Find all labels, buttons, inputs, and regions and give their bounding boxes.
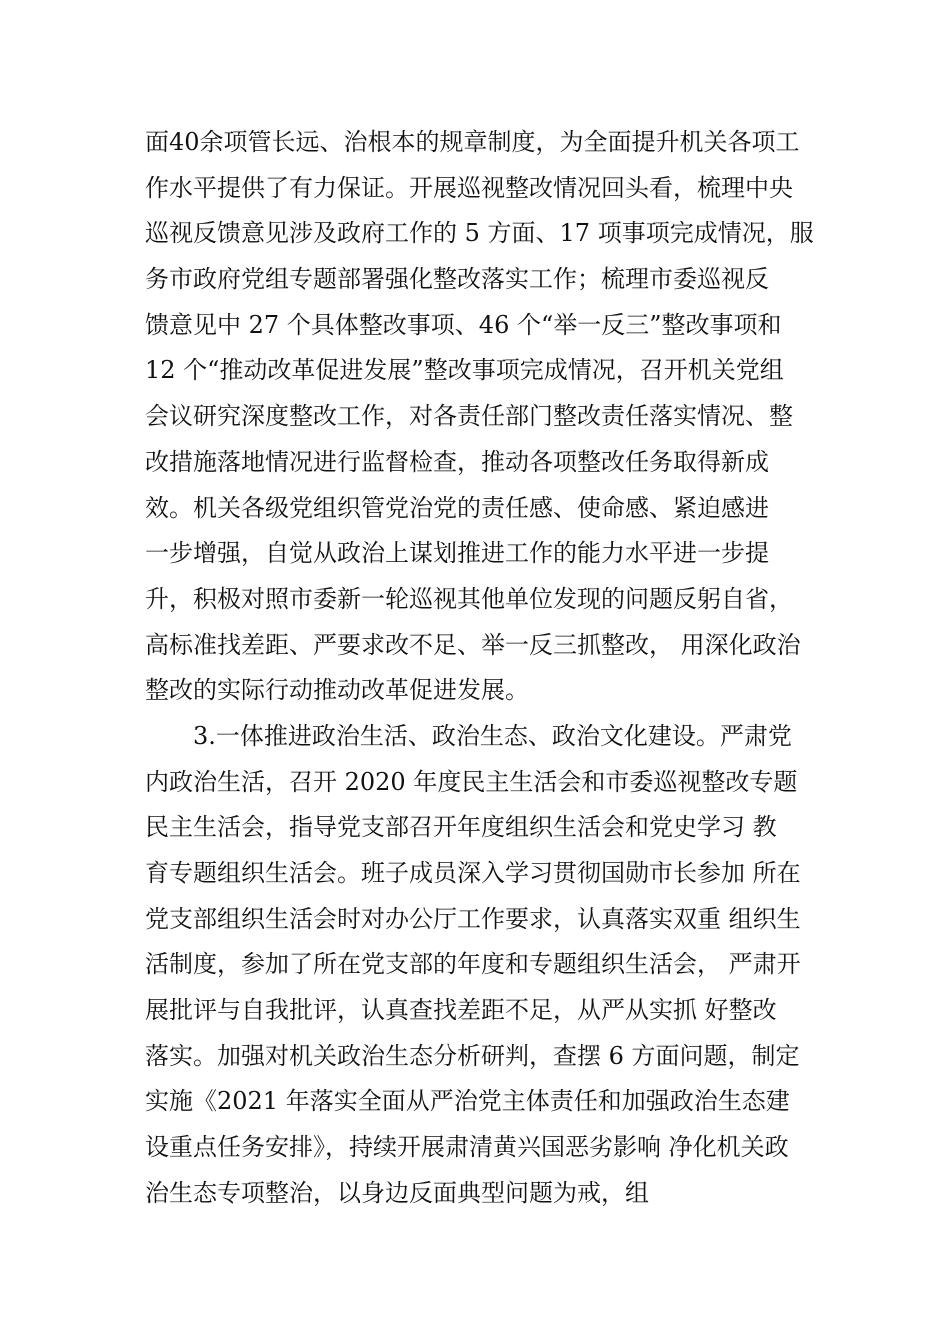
text-line: 落实。加强对机关政治生态分析研判，查摆 6 方面问题，制定 xyxy=(145,1041,800,1070)
text-line: 务市政府党组专题部署强化整改落实工作；梳理市委巡视反 xyxy=(145,265,769,294)
text-line: 民主生活会，指导党支部召开年度组织生活会和党史学习 教 xyxy=(145,813,777,842)
text-line: 面40余项管长远、治根本的规章制度，为全面提升机关各项工 xyxy=(145,128,800,156)
text-line: 作水平提供了有力保证。开展巡视整改情况回头看，梳理中央 xyxy=(145,173,793,202)
text-line: 改措施落地情况进行监督检查，推动各项整改任务取得新成 xyxy=(145,447,769,476)
text-line: 党支部组织生活会时对办公厅工作要求，认真落实双重 组织生 xyxy=(145,904,801,933)
paragraph-start-line: 3.一体推进政治生活、政治生态、政治文化建设。严肃党 xyxy=(193,721,792,750)
text-line: 治生态专项整治，以身边反面典型问题为戒，组 xyxy=(145,1178,649,1207)
text-line: 整改的实际行动推动改革促进发展。 xyxy=(145,676,529,705)
text-line: 内政治生活，召开 2020 年度民主生活会和市委巡视整改专题 xyxy=(145,767,798,796)
document-body xyxy=(145,120,835,1217)
text-line: 12 个“推动改革促进发展”整改事项完成情况，召开机关党组 xyxy=(145,356,784,385)
text-line: 展批评与自我批评，认真查找差距不足，从严从实抓 好整改 xyxy=(145,996,777,1025)
text-line: 育专题组织生活会。班子成员深入学习贯彻国勋市长参加 所在 xyxy=(145,859,801,887)
text-line: 实施《2021 年落实全面从严治党主体责任和加强政治生态建 xyxy=(145,1087,790,1116)
text-line: 一步增强，自觉从政治上谋划推进工作的能力水平进一步提 xyxy=(145,539,769,568)
text-line: 效。机关各级党组织管党治党的责任感、使命感、紧迫感进 xyxy=(145,493,769,522)
text-line: 设重点任务安排》，持续开展肃清黄兴国恶劣影响 净化机关政 xyxy=(145,1133,789,1162)
text-line: 活制度，参加了所在党支部的年度和专题组织生活会， 严肃开 xyxy=(145,950,801,979)
text-line: 高标准找差距、严要求改不足、举一反三抓整改， 用深化政治 xyxy=(145,630,801,659)
text-line: 馈意见中 27 个具体整改事项、46 个“举一反三”整改事项和 xyxy=(145,310,782,339)
text-line: 升，积极对照市委新一轮巡视其他单位发现的问题反躬自省， xyxy=(145,584,793,613)
text-line: 会议研究深度整改工作，对各责任部门整改责任落实情况、整 xyxy=(145,402,793,431)
text-line: 巡视反馈意见涉及政府工作的 5 方面、17 项事项完成情况，服 xyxy=(145,219,814,248)
